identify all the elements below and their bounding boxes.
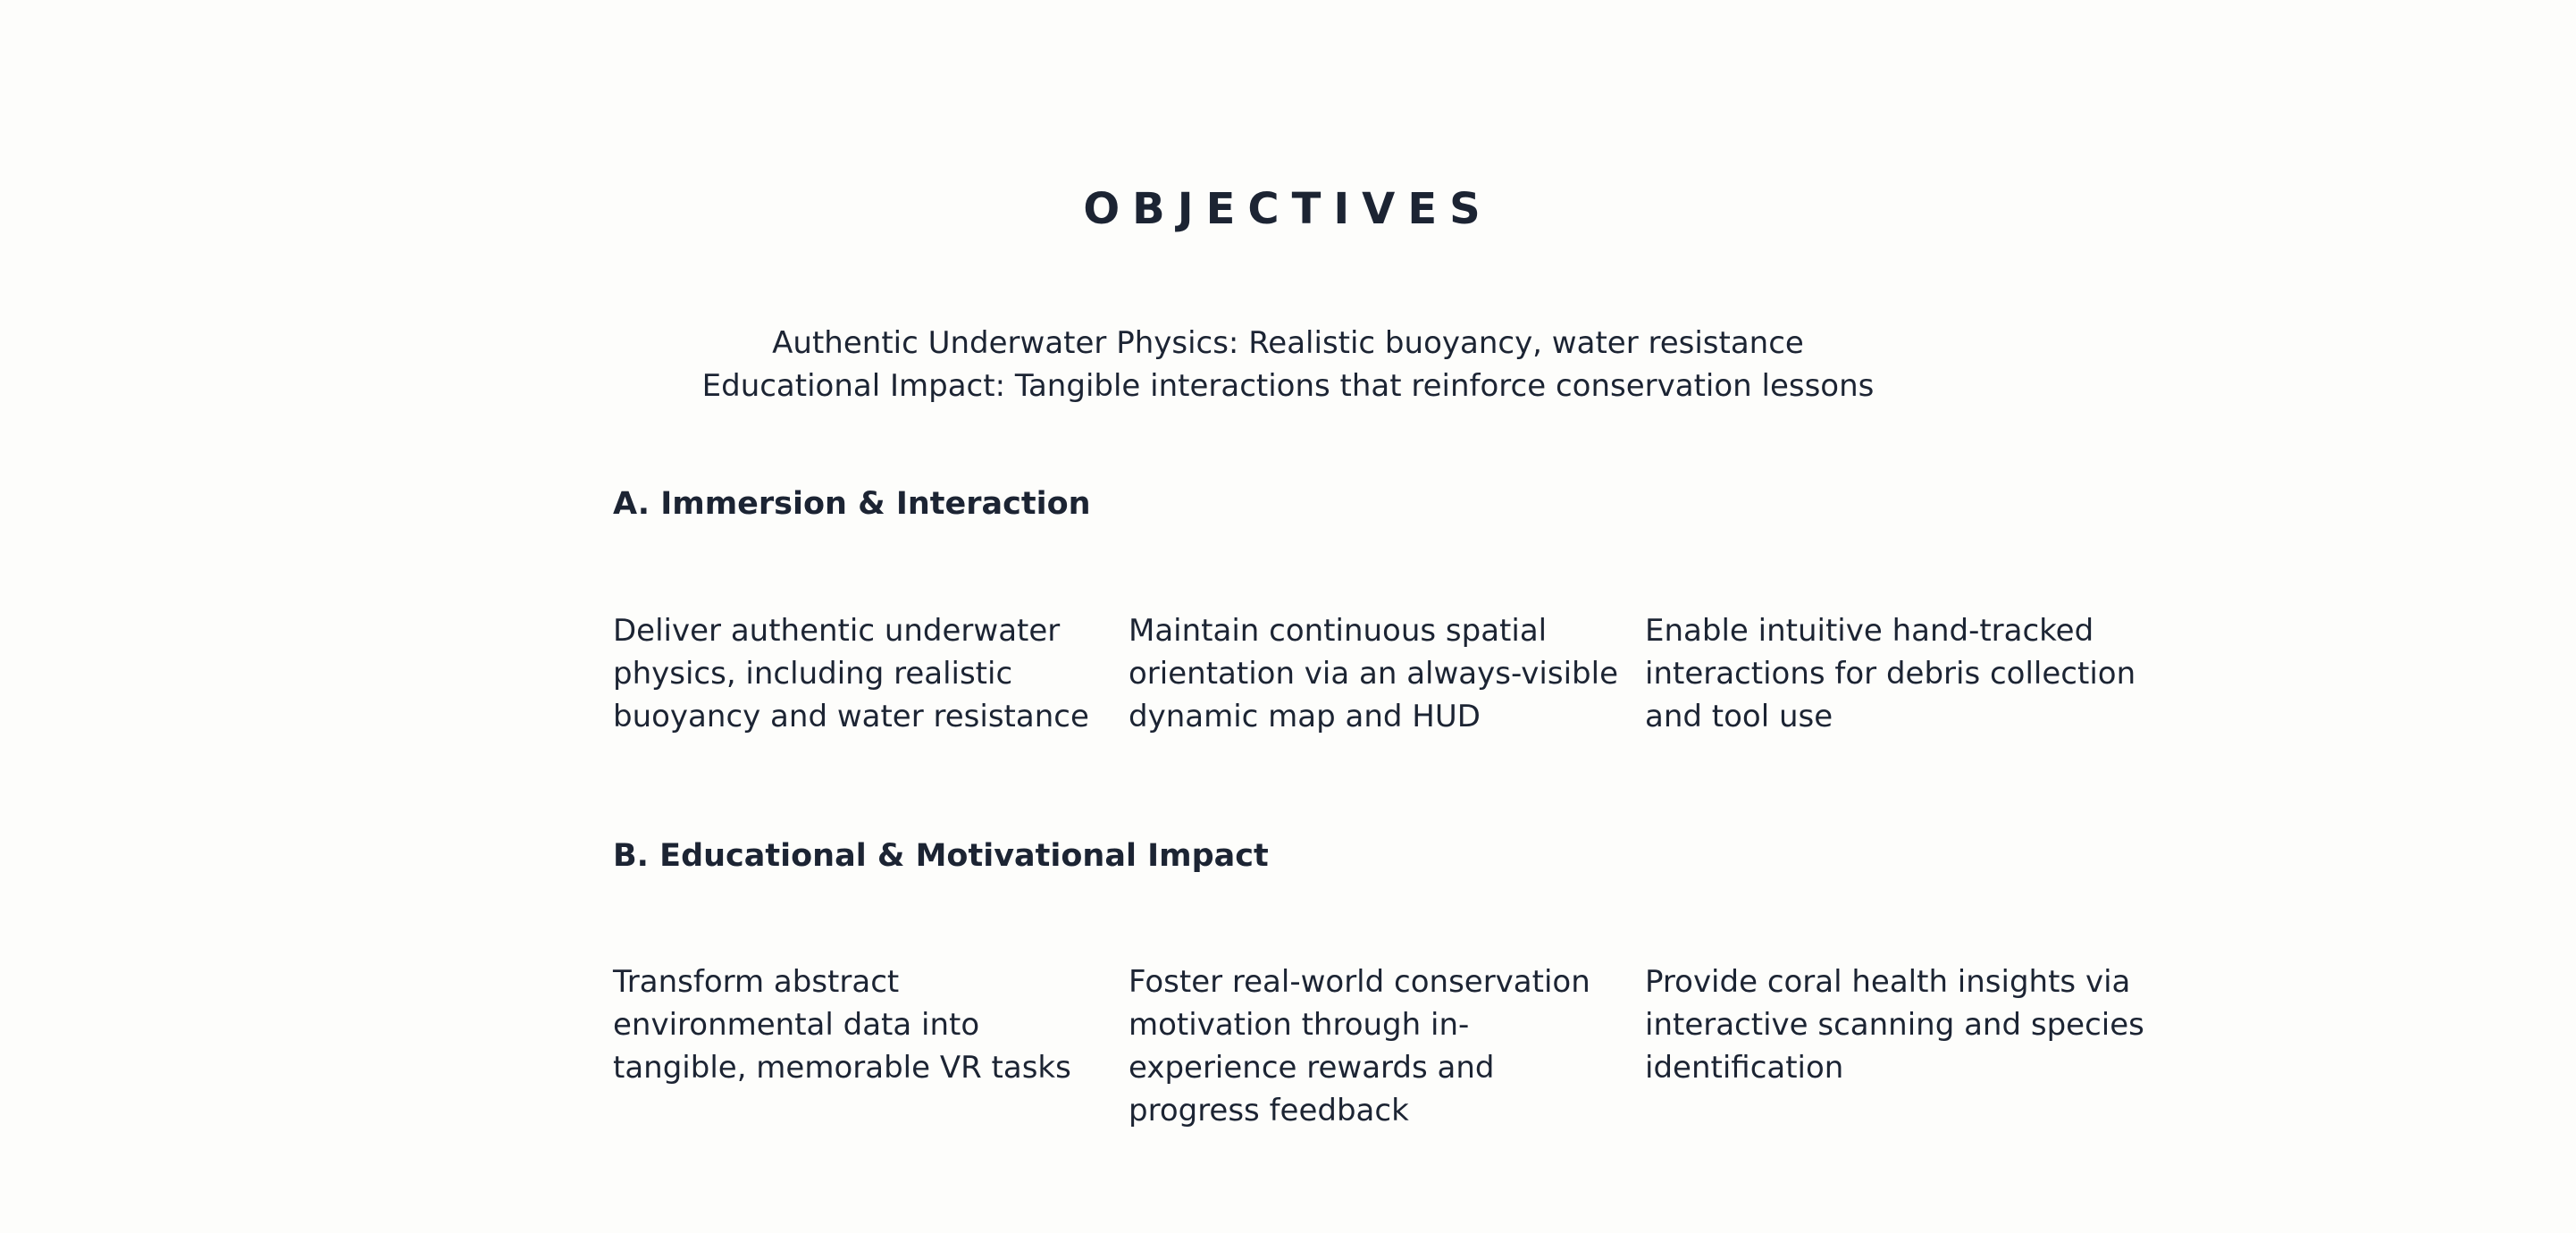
section-heading-immersion: A. Immersion & Interaction	[613, 486, 1091, 522]
objective-item-data: Transform abstract environmental data into tangible, memorable VR tasks	[613, 964, 1071, 1086]
summary-line-physics: Authentic Underwater Physics: Realistic buoyancy, water resistance	[772, 325, 1804, 361]
page-title: OBJECTIVES	[1083, 184, 1493, 234]
objective-item-hand-tracking: Enable intuitive hand-tracked interactions for debris collection and tool use	[1645, 613, 2136, 734]
objective-item-coral: Provide coral health insights via interactive scanning and species identification	[1645, 964, 2144, 1086]
objective-item-orientation: Maintain continuous spatial orientation via an always-visible dynamic map and HUD	[1129, 613, 1618, 734]
objective-item-physics: Deliver authentic underwater physics, including realistic buoyancy and water resistance	[613, 613, 1089, 734]
summary-line-education: Educational Impact: Tangible interactions that reinforce conservation lessons	[701, 368, 1875, 404]
section-heading-education: B. Educational & Motivational Impact	[613, 838, 1269, 874]
summary-block	[0, 322, 2576, 407]
objective-item-motivation: Foster real-world conservation motivation through in-experience rewards and progress feedback	[1129, 964, 1590, 1128]
